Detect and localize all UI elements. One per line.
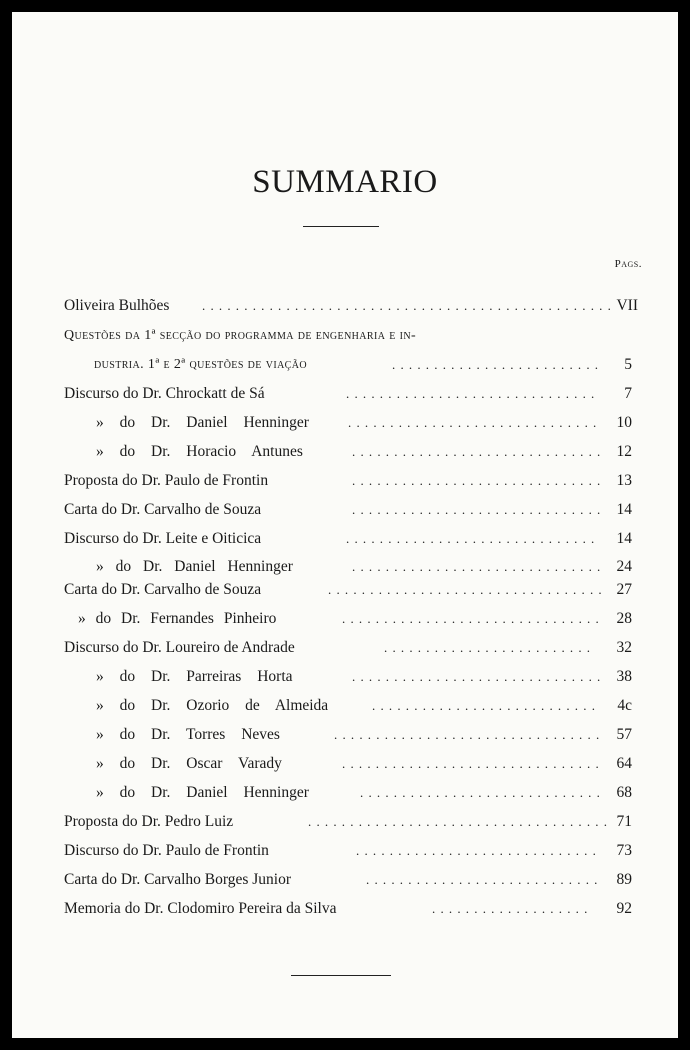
toc-entry-page: 27 (616, 581, 632, 598)
toc-entry-title: Proposta do Dr. Paulo de Frontin (64, 472, 269, 489)
toc-entry-page: 4c (617, 697, 632, 714)
toc-entry-page: 71 (616, 813, 632, 830)
toc-entry-page: 38 (616, 668, 632, 685)
toc-entry-title: dustria. 1ª e 2ª questões de viação (94, 357, 307, 372)
toc-entry-page: 12 (616, 443, 632, 460)
leader-dots: .................................... (308, 814, 613, 829)
toc-entry-title: » do Dr. Torres Neves (96, 726, 280, 743)
leader-dots: ................................ (334, 727, 605, 742)
document-page (12, 12, 678, 1038)
toc-entry-title: Discurso do Dr. Loureiro de Andrade (64, 639, 295, 656)
toc-entry-title: Carta do Dr. Carvalho Borges Junior (64, 871, 292, 888)
toc-entry-title: Carta do Dr. Carvalho de Souza (64, 501, 262, 518)
toc-entry-title: » do Dr. Horacio Antunes (96, 443, 303, 460)
toc-entry-title: Discurso do Dr. Chrockatt de Sá (64, 385, 265, 402)
toc-entry-page: 10 (616, 414, 632, 431)
toc-entry-title: Discurso do Dr. Leite e Oiticica (64, 530, 262, 547)
leader-dots: ............................. (356, 843, 602, 858)
toc-entry-page: 68 (616, 784, 632, 801)
toc-entry-page: 24 (616, 558, 632, 575)
leader-dots: ............................ (366, 872, 603, 887)
toc-entry-title: Questões da 1ª secção do programma de engenharia e in- (64, 328, 417, 343)
toc-entry-title: » do Dr. Daniel Henninger (96, 558, 293, 575)
leader-dots: .............................. (352, 559, 606, 574)
leader-dots: .............................. (352, 669, 606, 684)
leader-dots: ........................... (372, 698, 601, 713)
leader-dots: .............................. (352, 473, 606, 488)
toc-entry-page: VII (616, 297, 638, 314)
pages-column-label: Pags. (614, 258, 642, 270)
leader-dots: ................................................. (202, 298, 617, 313)
leader-dots: ......................... (392, 357, 604, 372)
toc-entry-title: Memoria do Dr. Clodomiro Pereira da Silva (64, 900, 337, 917)
leader-dots: ............................... (342, 756, 604, 771)
toc-entry-title: Carta do Dr. Carvalho de Souza (64, 581, 262, 598)
toc-entry-page: 7 (624, 385, 632, 402)
toc-entry-page: 32 (616, 639, 632, 656)
leader-dots: .............................. (352, 502, 606, 517)
toc-entry-title: » do Dr. Daniel Henninger (96, 414, 309, 431)
toc-entry-page: 57 (616, 726, 632, 743)
toc-entry-page: 92 (616, 900, 632, 917)
leader-dots: ................................. (328, 582, 607, 597)
title-divider (303, 226, 379, 227)
toc-entry-title: » do Dr. Fernandes Pinheiro (78, 610, 277, 627)
toc-entry-title: » do Dr. Parreiras Horta (96, 668, 293, 685)
leader-dots: ............................. (360, 785, 606, 800)
footer-divider (291, 975, 391, 976)
leader-dots: .............................. (352, 444, 606, 459)
leader-dots: ................... (432, 901, 593, 916)
toc-entry-title: Oliveira Bulhões (64, 297, 170, 314)
toc-entry-page: 89 (616, 871, 632, 888)
toc-entry-title: » do Dr. Daniel Henninger (96, 784, 309, 801)
toc-entry-page: 13 (616, 472, 632, 489)
toc-entry-page: 73 (616, 842, 632, 859)
toc-entry-page: 28 (616, 610, 632, 627)
toc-entry-title: Proposta do Dr. Pedro Luiz (64, 813, 234, 830)
leader-dots: .............................. (346, 386, 600, 401)
page-title: SUMMARIO (252, 164, 438, 200)
leader-dots: ............................... (342, 611, 604, 626)
leader-dots: .............................. (348, 415, 602, 430)
toc-entry-title: » do Dr. Ozorio de Almeida (96, 697, 329, 714)
leader-dots: ......................... (384, 640, 596, 655)
leader-dots: .............................. (346, 531, 600, 546)
toc-entry-page: 14 (616, 501, 632, 518)
toc-entry-title: Discurso do Dr. Paulo de Frontin (64, 842, 269, 859)
toc-entry-page: 5 (624, 356, 632, 373)
toc-entry-page: 14 (616, 530, 632, 547)
toc-entry-page: 64 (616, 755, 632, 772)
toc-entry-title: » do Dr. Oscar Varady (96, 755, 282, 772)
